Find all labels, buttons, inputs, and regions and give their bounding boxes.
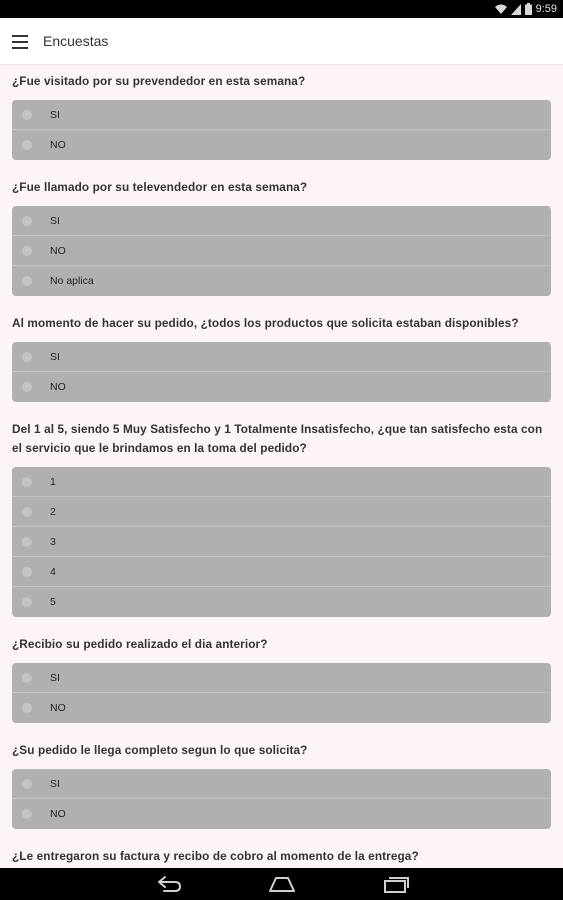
radio-option[interactable] <box>12 342 551 372</box>
radio-option[interactable] <box>12 693 551 723</box>
status-bar <box>0 0 563 18</box>
signal-icon <box>511 4 521 15</box>
hamburger-menu-icon[interactable] <box>10 32 30 52</box>
radio-option[interactable] <box>12 236 551 266</box>
option-label: SI <box>50 777 60 790</box>
radio-button-icon[interactable] <box>22 779 32 789</box>
radio-option[interactable] <box>12 372 551 402</box>
radio-button-icon[interactable] <box>22 567 32 577</box>
radio-option[interactable] <box>12 527 551 557</box>
option-label: 4 <box>50 565 56 578</box>
option-group <box>12 100 551 160</box>
option-label: No aplica <box>50 275 94 287</box>
radio-button-icon[interactable] <box>22 477 32 487</box>
radio-button-icon[interactable] <box>22 382 32 392</box>
option-group <box>12 467 551 617</box>
radio-button-icon[interactable] <box>22 597 32 607</box>
option-label: SI <box>50 671 60 684</box>
radio-button-icon[interactable] <box>22 673 32 683</box>
battery-icon <box>525 3 532 15</box>
radio-button-icon[interactable] <box>22 537 32 547</box>
radio-option[interactable] <box>12 769 551 799</box>
option-label: SI <box>50 214 60 227</box>
option-label: SI <box>50 108 60 121</box>
status-icons <box>495 2 557 16</box>
option-group <box>12 663 551 723</box>
radio-option[interactable] <box>12 587 551 617</box>
radio-option[interactable] <box>12 206 551 236</box>
question-text: ¿Le entregaron su factura y recibo de cobro al momento de la entrega? <box>12 849 419 863</box>
question-text: ¿Su pedido le llega completo segun lo que solicita? <box>12 743 308 757</box>
option-label: NO <box>50 381 66 393</box>
option-label: SI <box>50 350 60 363</box>
radio-button-icon[interactable] <box>22 703 32 713</box>
option-label: 5 <box>50 596 56 608</box>
page-title: Encuestas <box>43 33 109 49</box>
option-label: NO <box>50 702 66 714</box>
option-group <box>12 206 551 296</box>
question-text: ¿Fue llamado por su televendedor en esta semana? <box>12 180 308 194</box>
option-label: 2 <box>50 505 56 518</box>
status-time: 9:59 <box>535 3 557 15</box>
radio-option[interactable] <box>12 266 551 296</box>
radio-button-icon[interactable] <box>22 140 32 150</box>
radio-button-icon[interactable] <box>22 352 32 362</box>
back-icon[interactable] <box>155 874 183 894</box>
option-group <box>12 342 551 402</box>
radio-button-icon[interactable] <box>22 246 32 256</box>
radio-button-icon[interactable] <box>22 809 32 819</box>
option-label: NO <box>50 244 66 257</box>
app-bar <box>0 18 563 65</box>
radio-option[interactable] <box>12 467 551 497</box>
navigation-bar <box>0 868 563 900</box>
recent-apps-icon[interactable] <box>382 874 410 894</box>
option-label: 3 <box>50 535 56 548</box>
question-text: ¿Fue visitado por su prevendedor en esta semana? <box>12 74 306 88</box>
option-group <box>12 769 551 829</box>
question-text: ¿Recibio su pedido realizado el dia anterior? <box>12 637 268 651</box>
radio-button-icon[interactable] <box>22 507 32 517</box>
radio-button-icon[interactable] <box>22 216 32 226</box>
home-icon[interactable] <box>268 874 296 894</box>
radio-option[interactable] <box>12 100 551 130</box>
question-text: Del 1 al 5, siendo 5 Muy Satisfecho y 1 Totalmente Insatisfecho, ¿que tan satisfecho esta con el servicio que le brindamos en la toma del pedido? <box>12 422 543 455</box>
survey-list[interactable] <box>0 64 563 868</box>
option-label: 1 <box>50 475 56 488</box>
radio-option[interactable] <box>12 557 551 587</box>
option-label: NO <box>50 139 66 151</box>
radio-button-icon[interactable] <box>22 110 32 120</box>
radio-option[interactable] <box>12 130 551 160</box>
radio-option[interactable] <box>12 663 551 693</box>
radio-button-icon[interactable] <box>22 276 32 286</box>
radio-option[interactable] <box>12 799 551 829</box>
radio-option[interactable] <box>12 497 551 527</box>
wifi-icon <box>495 4 507 15</box>
question-text: Al momento de hacer su pedido, ¿todos los productos que solicita estaban disponibles? <box>12 316 519 330</box>
option-label: NO <box>50 808 66 820</box>
